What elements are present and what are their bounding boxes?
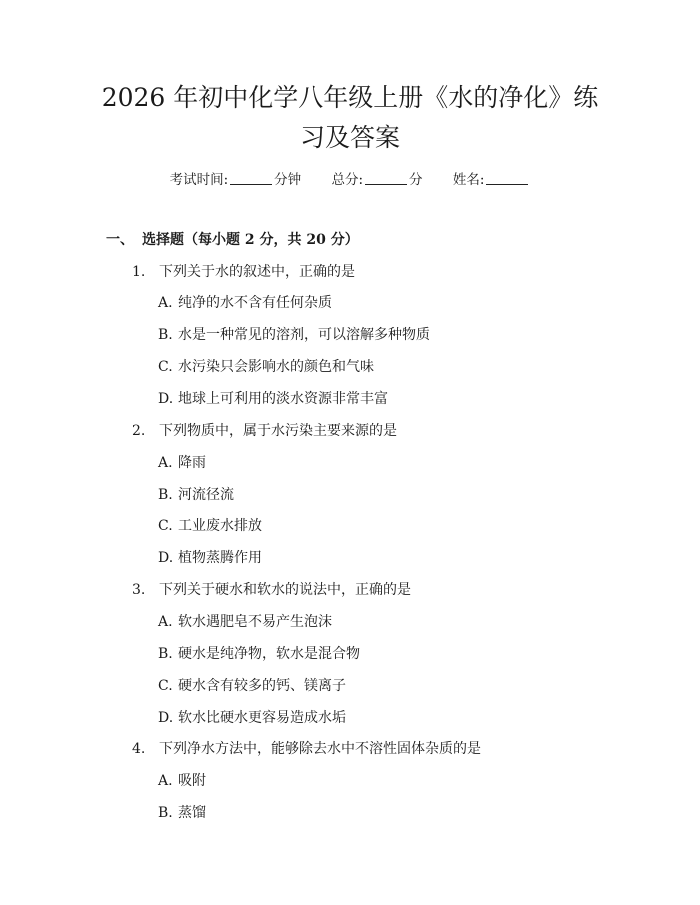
question-text: 下列物质中，属于水污染主要来源的是 (159, 423, 397, 439)
question-4 (132, 738, 481, 758)
option-2b (158, 484, 234, 504)
score-blank (365, 170, 407, 185)
exam-time (170, 168, 302, 188)
question-number: 1. (132, 264, 146, 280)
option-text: 水是一种常见的溶剂，可以溶解多种物质 (178, 327, 430, 343)
option-letter: C. (158, 518, 173, 534)
option-letter: C. (158, 359, 173, 375)
option-3c (158, 675, 346, 695)
option-text: 水污染只会影响水的颜色和气味 (178, 359, 374, 375)
option-2a (158, 452, 206, 472)
time-label: 考试时间: (169, 172, 229, 188)
title-line-1: 2026 年初中化学八年级上册《水的净化》练 (101, 83, 599, 112)
option-1a (158, 292, 332, 312)
option-text: 降雨 (178, 455, 206, 471)
name-label: 姓名: (452, 172, 485, 188)
section-number: 一、 (106, 232, 134, 248)
document-title (60, 78, 640, 158)
score-label: 总分: (331, 172, 364, 188)
question-number: 2. (132, 423, 146, 439)
option-text: 工业废水排放 (178, 518, 262, 534)
option-letter: B. (158, 327, 173, 343)
question-2 (132, 420, 397, 440)
section-title: 选择题（每小题 2 分，共 20 分） (142, 232, 359, 248)
option-text: 软水比硬水更容易造成水垢 (178, 710, 346, 726)
option-1b (158, 324, 430, 344)
option-3b (158, 643, 360, 663)
option-3d (158, 707, 346, 727)
option-text: 软水遇肥皂不易产生泡沫 (178, 614, 332, 630)
time-blank (230, 170, 272, 185)
option-letter: D. (158, 550, 174, 566)
option-text: 地球上可利用的淡水资源非常丰富 (178, 391, 388, 407)
option-text: 硬水是纯净物，软水是混合物 (178, 646, 360, 662)
option-text: 吸附 (178, 773, 206, 789)
option-letter: A. (158, 295, 173, 311)
option-letter: B. (158, 805, 173, 821)
option-text: 纯净的水不含有任何杂质 (178, 295, 332, 311)
option-4a (158, 770, 206, 790)
question-number: 4. (132, 741, 146, 757)
option-3a (158, 611, 332, 631)
title-line-2: 习及答案 (299, 123, 400, 152)
question-number: 3. (132, 582, 146, 598)
score-unit: 分 (409, 172, 423, 188)
question-1 (132, 261, 355, 281)
option-letter: B. (158, 487, 173, 503)
option-letter: D. (158, 391, 174, 407)
question-text: 下列净水方法中，能够除去水中不溶性固体杂质的是 (159, 741, 481, 757)
total-score (331, 168, 422, 188)
option-letter: C. (158, 678, 173, 694)
option-text: 硬水含有较多的钙、镁离子 (178, 678, 346, 694)
option-text: 蒸馏 (178, 805, 206, 821)
option-4b (158, 802, 206, 822)
option-1c (158, 356, 374, 376)
name-blank (486, 170, 528, 185)
question-text: 下列关于水的叙述中，正确的是 (159, 264, 355, 280)
option-2c (158, 515, 262, 535)
option-letter: D. (158, 710, 174, 726)
option-2d (158, 547, 262, 567)
option-letter: A. (158, 614, 173, 630)
section-heading (106, 229, 359, 249)
question-3 (132, 579, 411, 599)
question-text: 下列关于硬水和软水的说法中，正确的是 (159, 582, 411, 598)
option-letter: B. (158, 646, 173, 662)
time-unit: 分钟 (274, 172, 302, 188)
option-letter: A. (158, 455, 173, 471)
option-1d (158, 388, 388, 408)
student-name (453, 168, 531, 188)
exam-meta-line (0, 168, 700, 188)
option-text: 河流径流 (178, 487, 234, 503)
option-letter: A. (158, 773, 173, 789)
option-text: 植物蒸腾作用 (178, 550, 262, 566)
